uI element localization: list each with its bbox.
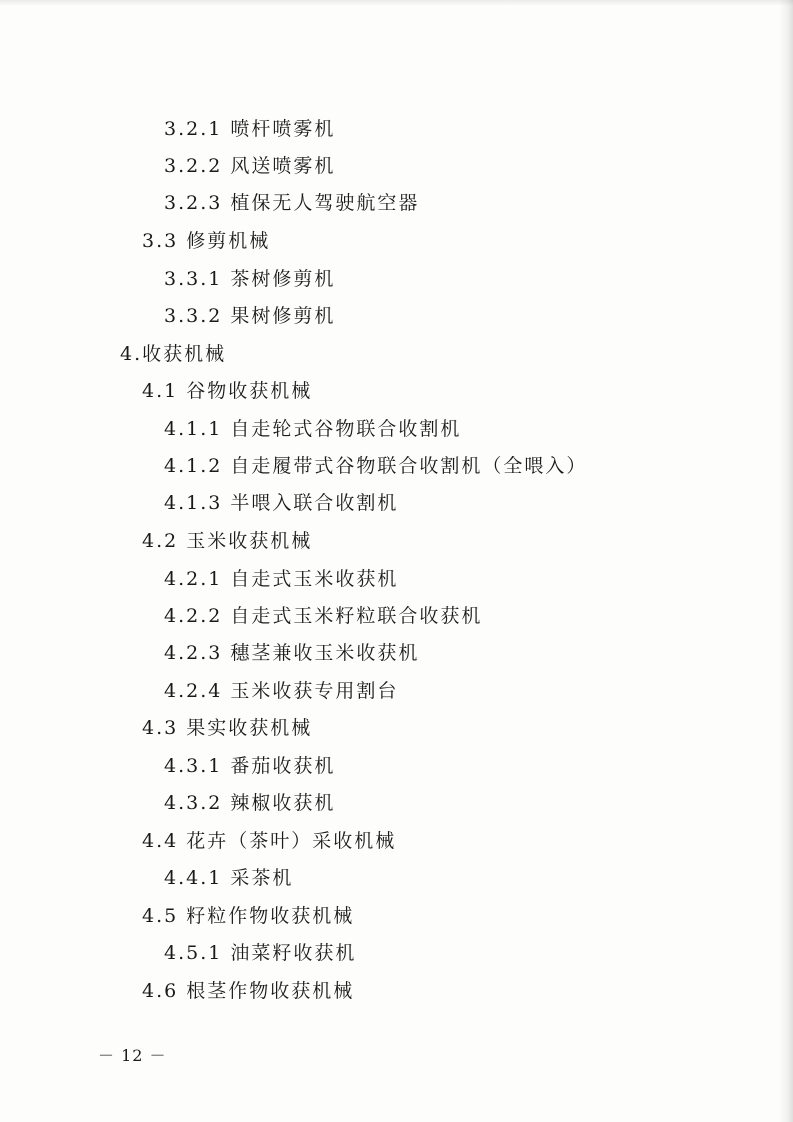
outline-item: 4.1 谷物收获机械 xyxy=(142,380,313,402)
outline-item: 3.2.1 喷杆喷雾机 xyxy=(164,118,336,140)
outline-item: 3.3 修剪机械 xyxy=(142,230,271,252)
outline-item: 4.3 果实收获机械 xyxy=(142,717,313,739)
outline-item: 4.2.3 穗茎兼收玉米收获机 xyxy=(164,642,420,664)
page-number: － 12 － xyxy=(98,1046,167,1065)
outline-item: 3.3.1 茶树修剪机 xyxy=(164,268,336,290)
outline-item: 4.2.1 自走式玉米收获机 xyxy=(164,568,399,590)
outline-item: 4.4.1 采茶机 xyxy=(164,867,294,889)
scan-shadow-right xyxy=(779,0,793,1122)
outline-item: 4.2.2 自走式玉米籽粒联合收获机 xyxy=(164,605,483,627)
outline-item: 3.2.3 植保无人驾驶航空器 xyxy=(164,192,420,214)
outline-item: 4.收获机械 xyxy=(120,343,227,365)
outline-item: 4.2.4 玉米收获专用割台 xyxy=(164,680,399,702)
outline-item: 4.3.2 辣椒收获机 xyxy=(164,792,336,814)
outline-item: 4.5.1 油菜籽收获机 xyxy=(164,942,357,964)
outline-item: 4.1.3 半喂入联合收割机 xyxy=(164,492,399,514)
outline-item: 4.6 根茎作物收获机械 xyxy=(142,980,355,1002)
outline-item: 4.1.1 自走轮式谷物联合收割机 xyxy=(164,418,462,440)
outline-item: 4.3.1 番茄收获机 xyxy=(164,755,336,777)
outline-item: 4.4 花卉（茶叶）采收机械 xyxy=(142,830,397,852)
outline-item: 4.2 玉米收获机械 xyxy=(142,530,313,552)
outline-item: 3.2.2 风送喷雾机 xyxy=(164,155,336,177)
scan-shadow-top xyxy=(0,0,793,6)
outline-item: 4.1.2 自走履带式谷物联合收割机（全喂入） xyxy=(164,455,588,477)
outline-item: 4.5 籽粒作物收获机械 xyxy=(142,905,355,927)
outline-item: 3.3.2 果树修剪机 xyxy=(164,305,336,327)
